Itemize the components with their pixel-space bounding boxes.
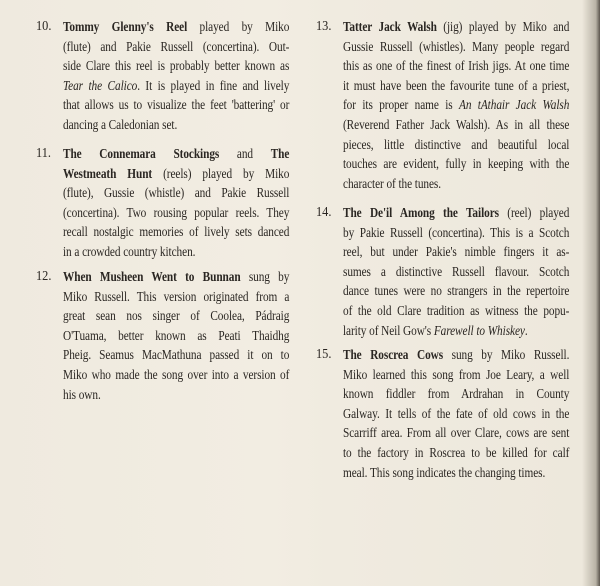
text-line	[63, 164, 289, 184]
text-segment: character of the tunes.	[343, 175, 442, 191]
text-segment: (concertina). Two rousing popular reels. They	[63, 204, 290, 220]
text-segment: Miko Russell. This version originated from a	[63, 288, 290, 304]
track-number: 15.	[316, 347, 332, 362]
text-line	[63, 17, 289, 37]
text-line	[63, 56, 289, 76]
text-segment: recall nostalgic memories of lively sets danced	[63, 224, 290, 240]
track-title: When Musheen Went to Bunnan	[63, 269, 241, 284]
text-segment: Pheig. Seamus MacMathuna passed it on to	[63, 347, 290, 363]
italic-title: Tear the Calico	[63, 77, 138, 93]
text-line	[343, 76, 569, 96]
text-segment: and	[219, 146, 271, 161]
track-description	[63, 17, 289, 135]
text-segment: for its proper name is	[343, 97, 459, 113]
text-line	[63, 365, 289, 385]
text-segment: (jig) played by Miko and	[436, 19, 570, 34]
track-title: The Roscrea Cows	[343, 347, 444, 362]
text-line	[63, 76, 289, 96]
text-line	[343, 174, 569, 194]
text-segment: known fiddler from Ardrahan in County	[343, 386, 570, 402]
text-segment: O'Tuama, better known as Peati Thaidhg	[63, 327, 290, 343]
text-line	[63, 222, 289, 242]
text-line	[63, 345, 289, 365]
text-segment: larity of Neil Gow's	[343, 322, 434, 338]
text-segment: Gussie Russell (whistles). Many people regard	[343, 38, 570, 54]
text-line	[343, 281, 569, 301]
text-segment: played by Miko	[187, 19, 290, 34]
text-segment: (flute), Gussie (whistle) and Pakie Russell	[63, 185, 290, 201]
text-segment: reel, but under Pakie's nimble fingers it as-	[343, 244, 570, 260]
track-title: The Connemara Stockings	[63, 146, 220, 161]
text-line	[343, 242, 569, 262]
text-line	[343, 115, 569, 135]
text-segment: by Pakie Russell (concertina). This is a Scotch	[343, 224, 570, 240]
text-line	[343, 37, 569, 57]
text-line	[343, 443, 569, 463]
text-segment: Scarriff area. From all over Clare, cows are sent	[343, 425, 570, 441]
text-line	[63, 326, 289, 346]
text-segment: of the old Clare tradition as witness the popu-	[343, 302, 570, 318]
track-number: 14.	[316, 205, 332, 220]
text-line	[343, 203, 569, 223]
track-description	[343, 17, 569, 193]
track-number: 11.	[36, 146, 51, 161]
text-segment: . It is played in fine and lively	[137, 77, 290, 93]
text-segment: Miko who made the song over into a version of	[63, 366, 290, 382]
text-segment: meal. This song indicates the changing times.	[343, 464, 546, 480]
text-line	[343, 321, 569, 341]
text-line	[63, 242, 289, 262]
text-segment: pieces, little distinctive and beautiful local	[343, 136, 570, 152]
text-line	[63, 144, 289, 164]
track-title: The De'il Among the Tailors	[343, 205, 499, 220]
text-segment: in a crowded country kitchen.	[63, 243, 196, 259]
track-description	[63, 267, 289, 404]
text-segment: sung by Miko Russell.	[443, 347, 570, 362]
text-line	[343, 223, 569, 243]
text-segment: sumes a distinctive Russell flavour. Scotch	[343, 263, 570, 279]
text-segment: it must have been the favourite tune of a priest,	[343, 77, 570, 93]
text-segment: (flute) and Pakie Russell (concertina). Out-	[63, 38, 290, 54]
text-segment: Galway. It tells of the fate of old cows in the	[343, 405, 570, 421]
track-description	[343, 345, 569, 482]
text-line	[343, 56, 569, 76]
text-segment: dance tunes were no strangers in the repertoire	[343, 283, 570, 299]
text-line	[343, 262, 569, 282]
text-segment: (reels) played by Miko	[152, 165, 290, 181]
text-line	[343, 95, 569, 115]
text-segment: side Clare this reel is probably better known as	[63, 58, 290, 74]
track-title: Tommy Glenny's Reel	[63, 19, 188, 34]
track-title: Tatter Jack Walsh	[343, 19, 437, 34]
text-segment: .	[524, 322, 528, 338]
text-segment: (reel) played	[498, 205, 570, 220]
text-segment: touches are evident, fully in keeping with the	[343, 156, 570, 172]
text-line	[343, 301, 569, 321]
text-segment: this as one of the finest of Irish jigs. At one time	[343, 58, 570, 74]
text-line	[343, 463, 569, 483]
track-number: 10.	[36, 19, 52, 34]
text-line	[343, 365, 569, 385]
text-line	[343, 404, 569, 424]
track-number: 12.	[36, 269, 52, 284]
text-line	[63, 306, 289, 326]
track-title: The	[270, 146, 290, 161]
text-segment: great sean nos singer of Coolea, Pádraig	[63, 308, 290, 324]
italic-title: Farewell to Whiskey	[433, 322, 525, 338]
track-description	[63, 144, 289, 262]
text-line	[63, 267, 289, 287]
text-line	[343, 345, 569, 365]
text-line	[63, 183, 289, 203]
text-segment: (Reverend Father Jack Walsh). As in all these	[343, 116, 570, 132]
text-segment: to the factory in Roscrea to be killed for calf	[343, 444, 570, 460]
track-description	[343, 203, 569, 340]
text-line	[343, 135, 569, 155]
text-segment: dancing a Caledonian set.	[63, 116, 178, 132]
text-segment: his own.	[63, 386, 101, 402]
text-line	[63, 385, 289, 405]
text-line	[343, 423, 569, 443]
track-title: Westmeath Hunt	[63, 165, 153, 181]
italic-title: An tAthair Jack Walsh	[458, 97, 570, 113]
text-segment: sung by	[240, 269, 290, 284]
text-line	[63, 37, 289, 57]
text-segment: Miko learned this song from Joe Leary, a well	[343, 366, 570, 382]
text-segment: that allows us to visualize the feet 'battering' or	[63, 97, 290, 113]
text-line	[63, 203, 289, 223]
text-line	[63, 95, 289, 115]
text-line	[343, 17, 569, 37]
text-line	[63, 115, 289, 135]
text-line	[63, 287, 289, 307]
text-line	[343, 384, 569, 404]
text-line	[343, 154, 569, 174]
track-number: 13.	[316, 19, 332, 34]
